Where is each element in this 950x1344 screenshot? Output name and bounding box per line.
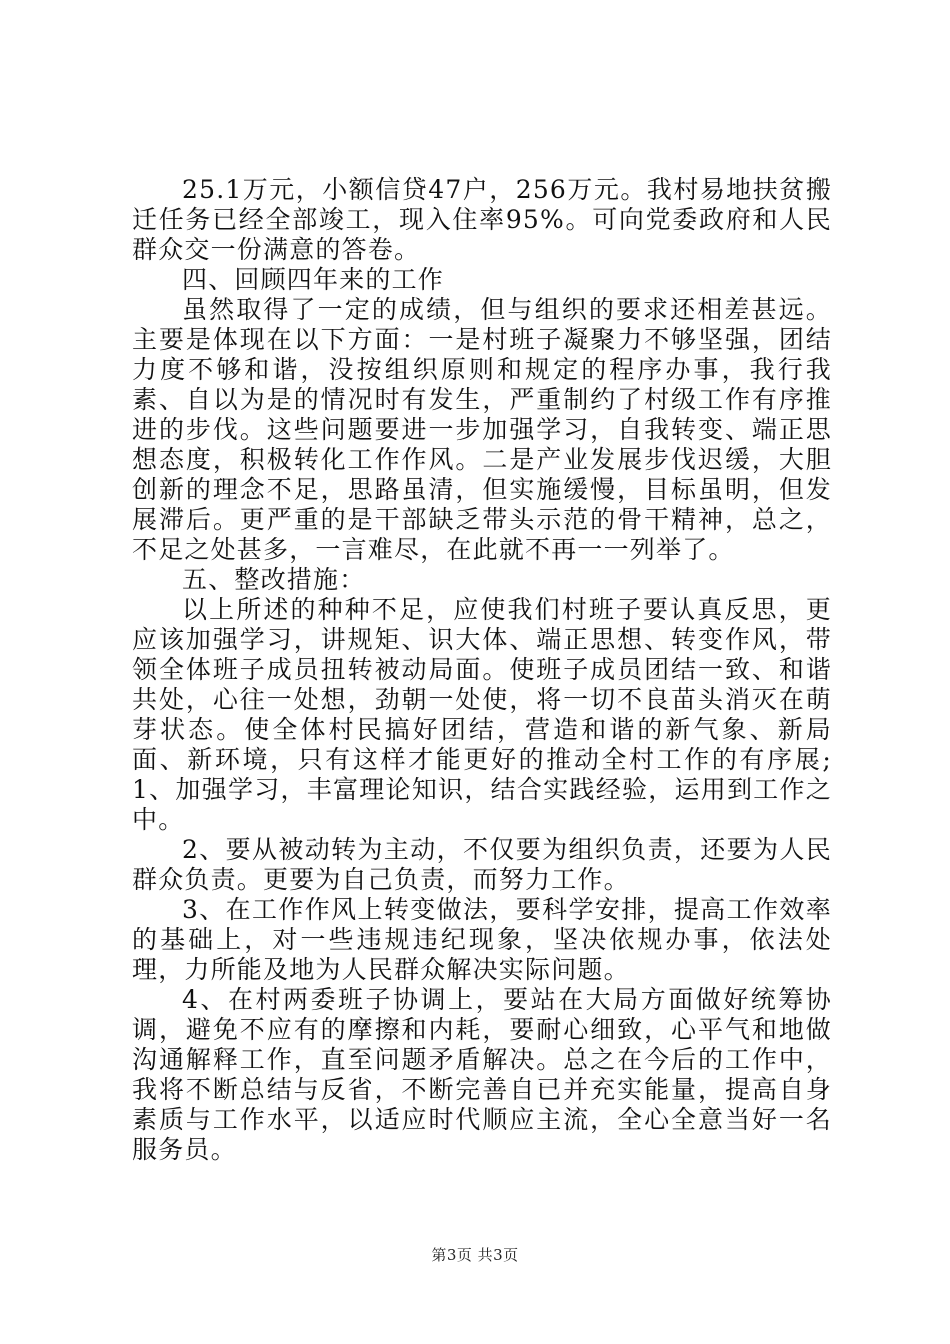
section-heading-measures: 五、整改措施： bbox=[182, 565, 366, 594]
paragraph-measure-4: 4、在村两委班子协调上，要站在大局方面做好统筹协调，避免不应有的摩擦和内耗，要耐心细致，心平气和地做沟通解释工作，直至问题矛盾解决。总之在今后的工作中，我将不断总结与反省，不断完善自已并充实能量，提高自身素质与工作水平，以适应时代顺应主流，全心全意当好一名服务员。 bbox=[132, 985, 832, 1164]
section-heading-review: 四、回顾四年来的工作 bbox=[182, 265, 445, 294]
page-number-footer: 第3页 共3页 bbox=[431, 1246, 519, 1264]
paragraph-measure-2: 2、要从被动转为主动，不仅要为组织负责，还要为人民群众负责。更要为自己负责，而努力工作。 bbox=[132, 835, 832, 894]
paragraph-measure-1: 以上所述的种种不足，应使我们村班子要认真反思，更应该加强学习，讲规矩、识大体、端正思想、转变作风，带领全体班子成员扭转被动局面。使班子成员团结一致、和谐共处，心往一处想，劲朝一处使，将一切不良苗头消灭在萌芽状态。使全体村民搞好团结，营造和谐的新气象、新局面、新环境，只有这样才能更好的推动全村工作的有序展;1、加强学习，丰富理论知识，结合实践经验，运用到工作之中。 bbox=[132, 595, 832, 834]
paragraph-shortcomings: 虽然取得了一定的成绩，但与组织的要求还相差甚远。主要是体现在以下方面：一是村班子凝聚力不够坚强，团结力度不够和谐，没按组织原则和规定的程序办事，我行我素、自以为是的情况时有发生，严重制约了村级工作有序推进的步伐。这些问题要进一步加强学习，自我转变、端正思想态度，积极转化工作作风。二是产业发展步伐迟缓，大胆创新的理念不足，思路虽清，但实施缓慢，目标虽明，但发展滞后。更严重的是干部缺乏带头示范的骨干精神，总之，不足之处甚多，一言难尽，在此就不再一一列举了。 bbox=[132, 295, 832, 564]
document-body bbox=[132, 175, 832, 1165]
paragraph-measure-3: 3、在工作作风上转变做法，要科学安排，提高工作效率的基础上，对一些违规违纪现象，坚决依规办事，依法处理，力所能及地为人民群众解决实际问题。 bbox=[132, 895, 832, 984]
paragraph-summary: 25.1万元，小额信贷47户，256万元。我村易地扶贫搬迁任务已经全部竣工，现入住率95%。可向党委政府和人民群众交一份满意的答卷。 bbox=[132, 175, 832, 264]
